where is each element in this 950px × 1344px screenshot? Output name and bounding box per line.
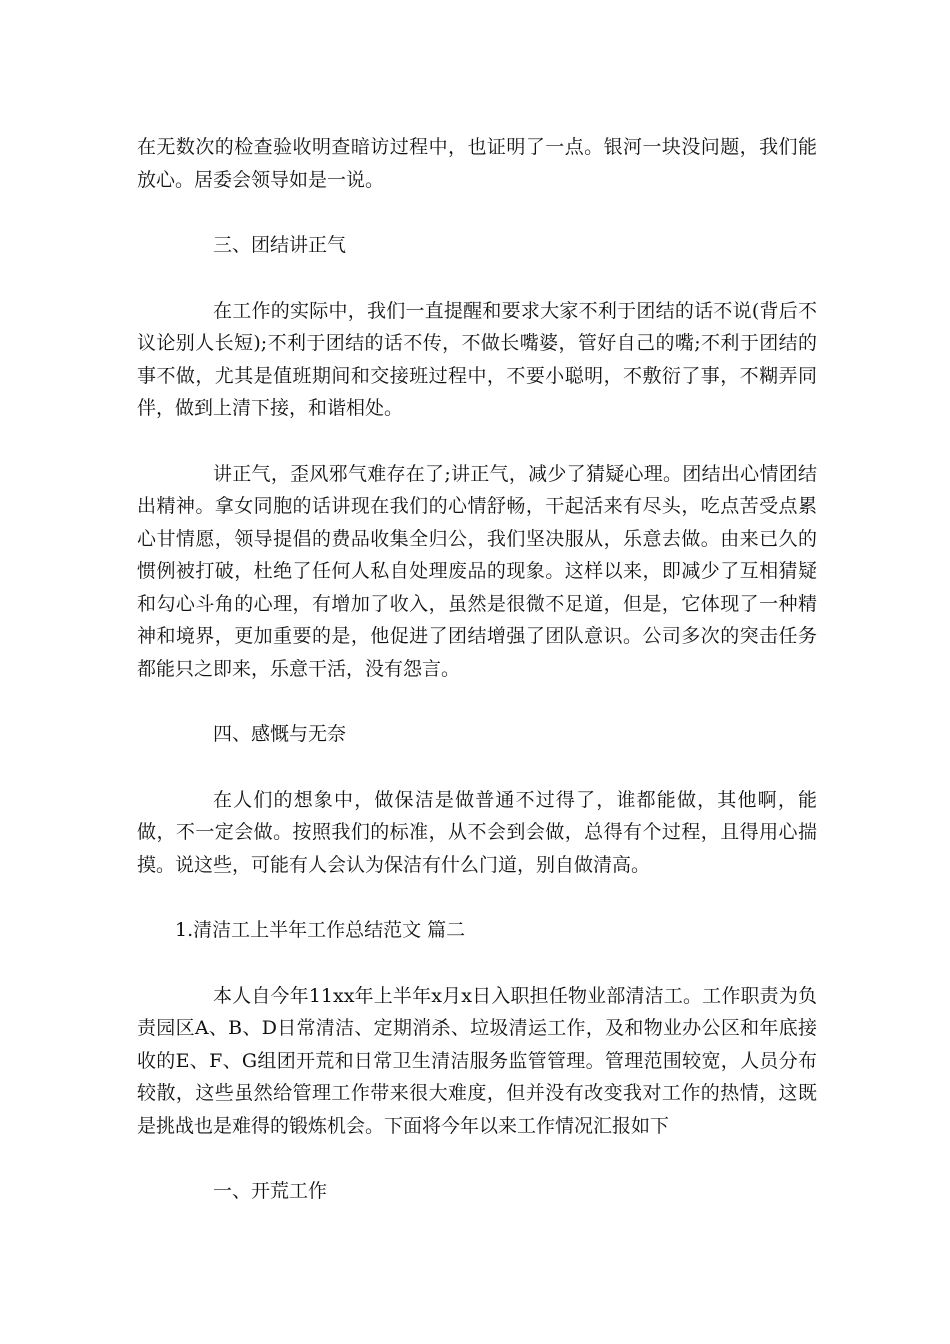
section-heading-clearing: 一、开荒工作 [213,1180,328,1202]
spacer [137,196,817,229]
document-body [137,131,817,1208]
spacer [137,425,817,458]
paragraph-intro: 本人自今年11xx年上半年x月x日入职担任物业部清洁工。工作职责为负责园区A、B、D日常清洁、定期消杀、垃圾清运工作，及和物业办公区和年底接收的E、F、G组团开荒和日常卫生清洁服务监管管理。管理范围较宽，人员分布较散，这些虽然给管理工作带来很大难度，但并没有改变我对工作的热情，这既是挑战也是难得的锻炼机会。下面将今年以来工作情况汇报如下 [137,984,817,1137]
section-heading-reflection: 四、感慨与无奈 [213,723,347,745]
paragraph-imagination: 在人们的想象中，做保洁是做普通不过得了，谁都能做，其他啊，能做，不一定会做。按照我们的标准，从不会到会做，总得有个过程，且得用心揣摸。说这些，可能有人会认为保洁有什么门道，别自做清高。 [137,788,817,876]
spacer [137,947,817,980]
section-heading-unity: 三、团结讲正气 [213,234,347,256]
paragraph-unity-practice: 在工作的实际中，我们一直提醒和要求大家不利于团结的话不说(背后不议论别人长短);不利于团结的话不传，不做长嘴婆，管好自己的嘴;不利于团结的事不做，尤其是值班期间和交接班过程中，不要小聪明，不敷衍了事，不糊弄同伴，做到上清下接，和谐相处。 [137,299,817,419]
spacer [137,685,817,718]
spacer [137,262,817,295]
paragraph-inspection: 在无数次的检查验收明查暗访过程中，也证明了一点。银河一块没问题，我们能放心。居委会领导如是一说。 [137,136,817,191]
paragraph-righteousness: 讲正气，歪风邪气难存在了;讲正气，减少了猜疑心理。团结出心情团结出精神。拿女同胞的话讲现在我们的心情舒畅，干起活来有尽头，吃点苦受点累心甘情愿，领导提倡的费品收集全归公，我们坚决服从，乐意去做。由来已久的惯例被打破，杜绝了任何人私自处理废品的现象。这样以来，即减少了互相猜疑和勾心斗角的心理，有增加了收入，虽然是很微不足道，但是，它体现了一种精神和境界，更加重要的是，他促进了团结增强了团队意识。公司多次的突击任务都能只之即来，乐意干活，没有怨言。 [137,462,817,680]
article-subtitle: 1.清洁工上半年工作总结范文 篇二 [175,919,466,941]
spacer [137,1142,817,1175]
spacer [137,881,817,914]
spacer [137,751,817,784]
